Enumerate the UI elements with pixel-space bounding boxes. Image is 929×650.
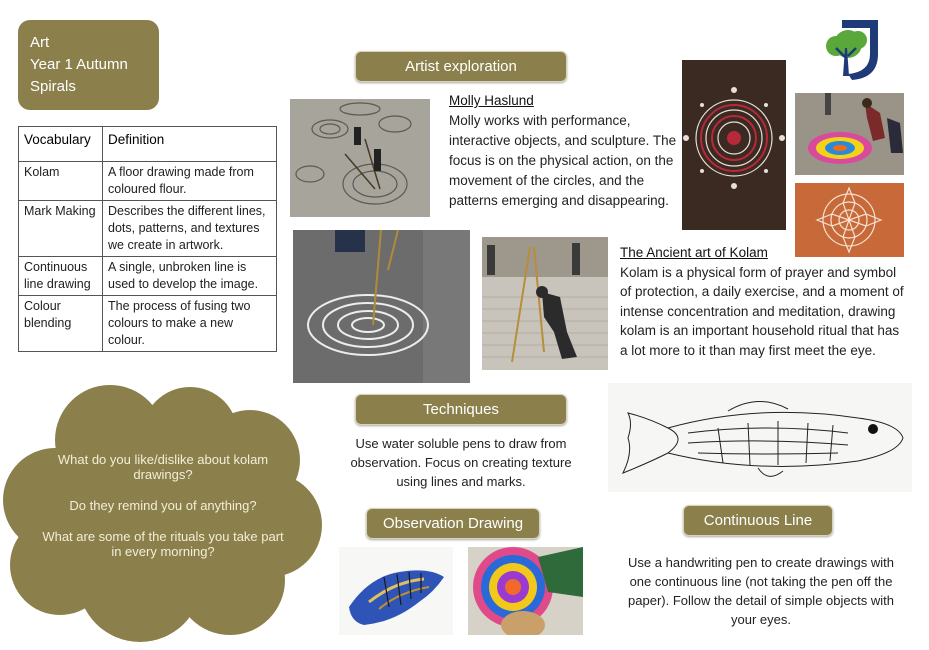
spiral-art-photo xyxy=(468,547,583,635)
cloud-questions xyxy=(38,452,288,575)
continuous-line-text: Use a handwriting pen to create drawings with one continuous line (not taking the pen off the paper). Follow the detail of simple objects with your eyes. xyxy=(628,555,894,627)
vocabulary-table xyxy=(18,126,277,352)
question-2: Do they remind you of anything? xyxy=(69,498,257,513)
shell-drawing-photo xyxy=(339,547,453,635)
fish-line-drawing xyxy=(608,383,912,492)
vocab-term: Mark Making xyxy=(19,201,103,257)
artist-exploration-heading: Artist exploration xyxy=(355,51,567,82)
kolam-heading: The Ancient art of Kolam xyxy=(620,245,768,260)
table-row xyxy=(19,162,277,201)
molly-haslund-photo-2 xyxy=(293,230,470,383)
kolam-text xyxy=(620,243,910,360)
question-3: What are some of the rituals you take part in every morning? xyxy=(42,529,284,559)
topic-title: Spirals xyxy=(30,78,76,95)
table-header-row xyxy=(19,127,277,162)
artist-description: Molly works with performance, interactive objects, and sculpture. The focus is on the physical action, on the movement of the circles, and the patterns emerging and disappearing. xyxy=(449,113,677,208)
observation-drawing-heading: Observation Drawing xyxy=(366,508,540,539)
table-row xyxy=(19,201,277,257)
subject-title: Art xyxy=(30,34,50,51)
vocab-definition: Describes the different lines, dots, patterns, and textures we create in artwork. xyxy=(103,201,277,257)
vocabulary-header: Vocabulary xyxy=(19,127,103,162)
artist-text xyxy=(449,91,681,211)
molly-haslund-photo-3 xyxy=(482,237,608,370)
kolam-making-photo xyxy=(795,93,904,175)
vocab-term: Kolam xyxy=(19,162,103,201)
kolam-description: Kolam is a physical form of prayer and symbol of protection, a daily exercise, and a moment of intense concentration and meditation, drawing kolam is an important household ritual that has a lot more to it than may first meet the eye. xyxy=(620,264,904,358)
continuous-line-heading: Continuous Line xyxy=(683,505,833,536)
vocab-term: Colour blending xyxy=(19,296,103,352)
title-box xyxy=(18,20,159,110)
definition-header: Definition xyxy=(103,127,277,162)
vocab-definition: A single, unbroken line is used to develop the image. xyxy=(103,257,277,296)
vocab-definition: A floor drawing made from coloured flour. xyxy=(103,162,277,201)
vocab-definition: The process of fusing two colours to make a new colour. xyxy=(103,296,277,352)
question-1: What do you like/dislike about kolam drawings? xyxy=(57,452,269,482)
year-term-title: Year 1 Autumn xyxy=(30,56,128,73)
techniques-text: Use water soluble pens to draw from observation. Focus on creating texture using lines and marks. xyxy=(350,436,572,489)
vocab-term: Continuous line drawing xyxy=(19,257,103,296)
table-row xyxy=(19,257,277,296)
techniques-heading: Techniques xyxy=(355,394,567,425)
artist-name: Molly Haslund xyxy=(449,93,534,108)
molly-haslund-photo-1 xyxy=(290,99,430,217)
school-logo xyxy=(822,18,884,82)
kolam-mandala-photo xyxy=(682,60,786,230)
table-row xyxy=(19,296,277,352)
